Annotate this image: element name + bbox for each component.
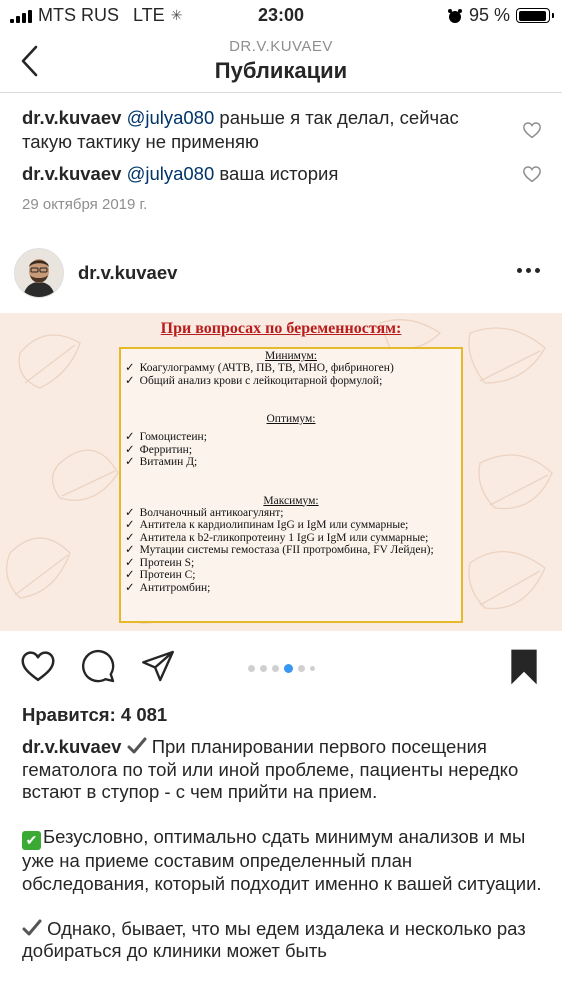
bookmark-icon[interactable]: [507, 648, 541, 686]
comment-username[interactable]: dr.v.kuvaev: [22, 107, 122, 128]
carousel-dot: [298, 665, 305, 672]
loading-icon: ✳: [170, 7, 183, 23]
carousel-dot: [260, 665, 267, 672]
checklist-item: ✓ Антитела к b2-гликопротеину 1 IgG и IgM или суммарные;: [121, 532, 461, 545]
clock: 23:00: [257, 5, 305, 25]
post-header: [0, 246, 562, 306]
network-type: LTE: [133, 5, 165, 25]
green-check-box-icon: ✔: [22, 831, 41, 850]
checklist-item: ✓ Протеин S;: [121, 557, 461, 570]
comment-text: ваша история: [214, 163, 339, 184]
ellipsis-icon[interactable]: [517, 268, 540, 273]
avatar[interactable]: [14, 248, 64, 298]
check-mark-icon: [127, 737, 147, 755]
heart-icon[interactable]: [522, 165, 542, 183]
post-actions: [0, 646, 562, 688]
page-title: Публикации: [214, 58, 348, 83]
checklist-item: ✓ Коагулограмму (АЧТВ, ПВ, ТВ, МНО, фибриноген): [121, 362, 461, 375]
caption-paragraph: [22, 918, 542, 963]
comment-item: [22, 162, 502, 186]
caption-paragraph: [22, 826, 542, 895]
carousel-dot: [272, 665, 279, 672]
checklist-item: ✓ Антитромбин;: [121, 582, 461, 595]
carousel-dot: [248, 665, 255, 672]
image-title: При вопросах по беременностям:: [160, 320, 402, 337]
section-heading: Максимум:: [263, 494, 319, 507]
checklist-item: ✓ Витамин Д;: [121, 456, 461, 469]
carrier: MTS RUS: [38, 5, 119, 25]
battery-icon: [516, 8, 550, 23]
checklist-item: ✓ Антитела к кардиолипинам IgG и IgM или суммарные;: [121, 519, 461, 532]
paper-plane-icon[interactable]: [140, 649, 176, 683]
section-heading: Минимум:: [264, 350, 318, 362]
checklist-item: ✓ Мутации системы гемостаза (FII протромбина, FV Лейден);: [121, 544, 461, 557]
checklist-item: ✓ Общий анализ крови с лейкоцитарной формулой;: [121, 375, 461, 388]
caption-text: При планировании первого посещения гематолога по той или иной проблеме, пациенты нередко встают в ступор - с чем прийти на прием.: [22, 736, 519, 802]
comment-item: [22, 106, 502, 154]
likes-count[interactable]: Нравится: 4 081: [22, 704, 168, 725]
comment-mention[interactable]: @julya080: [126, 107, 215, 128]
comment-bubble-icon[interactable]: [80, 648, 116, 684]
carousel-dot: [310, 666, 315, 671]
caption-username[interactable]: dr.v.kuvaev: [22, 736, 122, 757]
battery-percent: 95 %: [468, 5, 510, 25]
heart-icon[interactable]: [522, 121, 542, 139]
carousel-dot: [284, 664, 293, 673]
checklist-item: ✓ Волчаночный антикоагулянт;: [121, 507, 461, 520]
status-right: [447, 5, 550, 26]
caption-text: Однако, бывает, что мы едем издалека и несколько раз добираться до клиники может быть: [22, 917, 526, 961]
caption-paragraph: [22, 736, 542, 804]
post-image[interactable]: [0, 313, 562, 631]
post-username[interactable]: dr.v.kuvaev: [78, 262, 178, 283]
comment-mention[interactable]: @julya080: [126, 163, 215, 184]
alarm-icon: [447, 8, 463, 24]
comment-username[interactable]: dr.v.kuvaev: [22, 163, 122, 184]
status-bar: [0, 0, 562, 30]
carousel-indicator: [248, 664, 315, 673]
section-heading: Оптимум:: [266, 413, 316, 425]
comments-date: 29 октября 2019 г.: [22, 196, 148, 213]
caption-text: Безусловно, оптимально сдать минимум анализов и мы уже на приеме составим определенный план обследования, который подходит именно к вашей ситуации.: [22, 826, 542, 894]
heart-icon[interactable]: [20, 650, 56, 682]
nav-header: [0, 30, 562, 93]
post-caption: [22, 736, 542, 985]
checklist-item: ✓ Гомоцистеин;: [121, 431, 461, 444]
account-name: DR.V.KUVAEV: [229, 38, 333, 55]
battery-fill: [519, 11, 547, 21]
checklist-card: [119, 347, 463, 623]
checklist-item: ✓ Ферритин;: [121, 444, 461, 457]
comment-text: раньше я так делал, сейчас такую тактику не применяю: [22, 107, 459, 152]
checklist-item: ✓ Протеин С;: [121, 569, 461, 582]
check-mark-icon: [22, 919, 42, 937]
